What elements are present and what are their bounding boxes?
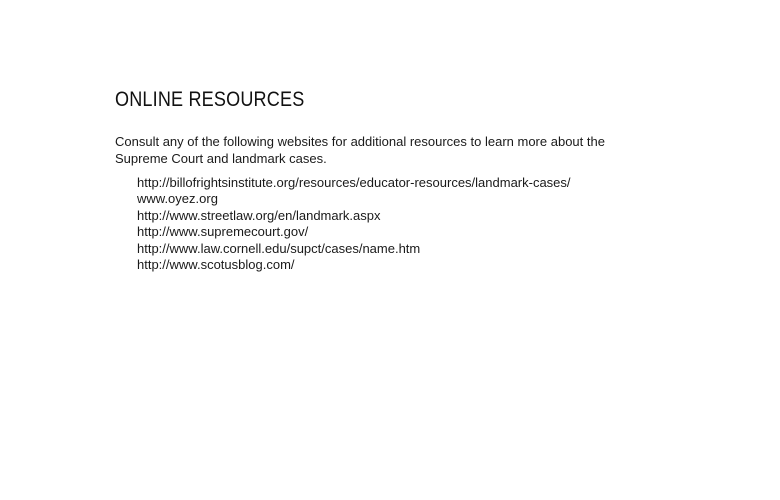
resource-link-scotusblog: http://www.scotusblog.com/ (137, 257, 295, 273)
section-heading: ONLINE RESOURCES (115, 88, 305, 111)
resource-link-streetlaw: http://www.streetlaw.org/en/landmark.aspx (137, 207, 381, 223)
document-page (115, 88, 675, 273)
resource-link-list (137, 175, 675, 273)
resource-link-cornell: http://www.law.cornell.edu/supct/cases/name.htm (137, 240, 421, 256)
resource-link-supremecourt: http://www.supremecourt.gov/ (137, 224, 309, 240)
resource-link-oyez: www.oyez.org (137, 191, 218, 207)
intro-paragraph: Consult any of the following websites for additional resources to learn more about the Supreme Court and landmark cases. (115, 134, 605, 166)
resource-link-billofrights: http://billofrightsinstitute.org/resources/educator-resources/landmark-cases/ (137, 175, 571, 190)
